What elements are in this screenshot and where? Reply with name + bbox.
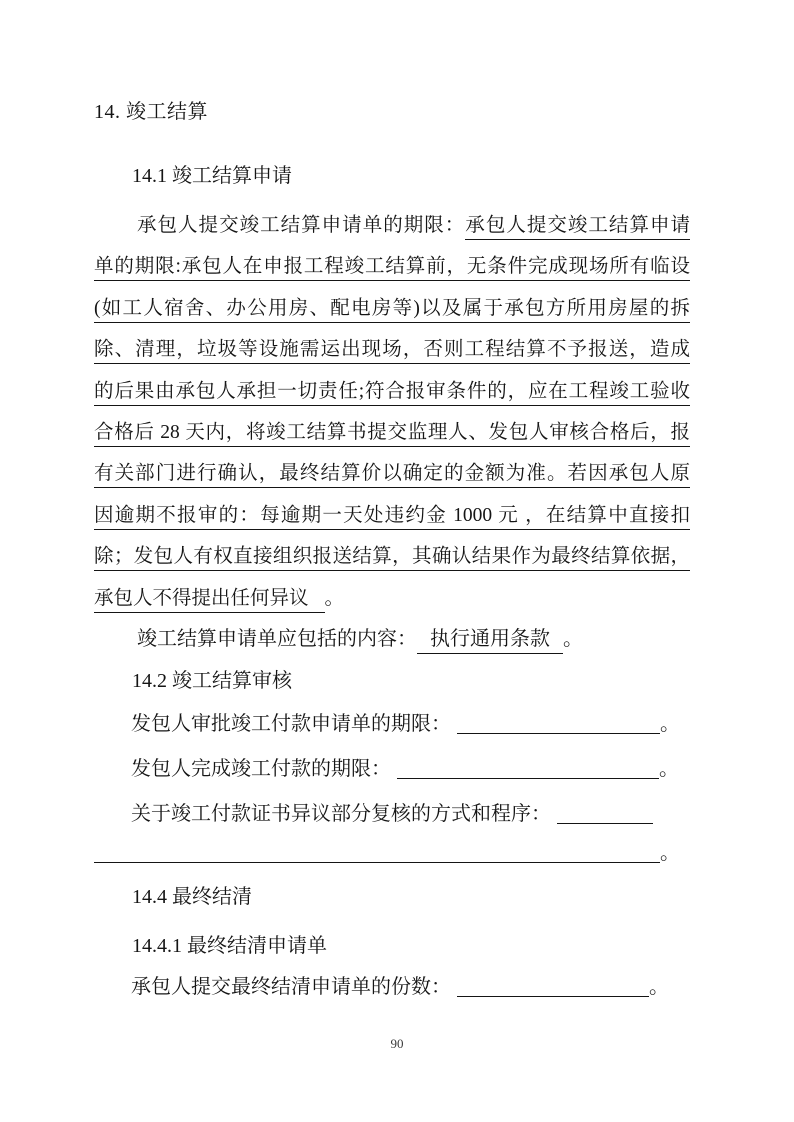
- underlined-text: 单的期限:承包人在申报工程竣工结算前，无条件完成现场所有临设: [94, 256, 690, 281]
- line-tail: 。: [324, 587, 345, 609]
- paragraph-line: [94, 329, 690, 370]
- fill-row-continuation: [94, 833, 690, 874]
- fill-in-blank[interactable]: [557, 821, 653, 824]
- underlined-text: 承包人不得提出任何异议: [94, 588, 325, 613]
- filled-value: 执行通用条款: [417, 628, 563, 654]
- underlined-text: 有关部门进行确认，最终结算价以确定的金额为准。若因承包人原: [94, 463, 690, 488]
- underlined-text: 除；发包人有权直接组织报送结算，其确认结果作为最终结算依据，: [94, 546, 690, 571]
- line-prefix: 竣工结算申请单应包括的内容：: [137, 628, 417, 650]
- fill-row-payment-deadline: [94, 749, 727, 790]
- paragraph-line: [94, 536, 690, 577]
- row-label: 关于竣工付款证书异议部分复核的方式和程序：: [131, 803, 551, 825]
- line-tail: 。: [660, 842, 680, 864]
- paragraph-line: [94, 453, 690, 494]
- line-tail: 。: [659, 758, 679, 780]
- underlined-text: 因逾期不报审的：每逾期一天处违约金 1000 元 ，在结算中直接扣: [94, 505, 690, 530]
- line-prefix: 承包人提交竣工结算申请单的期限：: [137, 215, 466, 236]
- fill-row-review-procedure: [94, 794, 727, 835]
- line-tail: 。: [563, 628, 583, 650]
- paragraph-line: [94, 371, 690, 412]
- line-tail: 。: [660, 713, 680, 735]
- paragraph-line: [94, 578, 690, 619]
- fill-in-blank[interactable]: [397, 776, 659, 779]
- settlement-paragraph: [94, 205, 690, 619]
- fill-row-final-copies: [94, 967, 727, 1008]
- underlined-text: 的后果由承包人承担一切责任;符合报审条件的，应在工程竣工验收: [94, 381, 690, 406]
- paragraph-line: [94, 412, 690, 453]
- content-line: [94, 619, 733, 660]
- underlined-text: (如工人宿舍、办公用房、配电房等)以及属于承包方所用房屋的拆: [94, 298, 690, 323]
- section-heading-14-4-1: 14.4.1 最终结清申请单: [132, 935, 327, 957]
- row-label: 承包人提交最终结清申请单的份数：: [131, 976, 451, 998]
- row-label: 发包人审批竣工付款申请单的期限：: [131, 713, 451, 735]
- underlined-text: 除、清理，垃圾等设施需运出现场，否则工程结算不予报送，造成: [94, 339, 690, 364]
- underlined-text: 承包人提交竣工结算申请: [465, 215, 690, 240]
- fill-in-blank[interactable]: [457, 731, 660, 734]
- chapter-heading: 14. 竣工结算: [94, 101, 208, 123]
- row-label: 发包人完成竣工付款的期限：: [131, 758, 391, 780]
- fill-in-blank[interactable]: [94, 860, 660, 863]
- fill-row-approve-deadline: [94, 704, 727, 745]
- page-number: 90: [390, 1036, 404, 1051]
- section-heading-14-4: 14.4 最终结清: [132, 886, 252, 908]
- section-heading-14-2: 14.2 竣工结算审核: [132, 670, 292, 692]
- paragraph-line: [94, 495, 690, 536]
- line-tail: 。: [649, 976, 669, 998]
- fill-in-blank[interactable]: [457, 994, 649, 997]
- paragraph-line: [94, 288, 690, 329]
- underlined-text: 合格后 28 天内，将竣工结算书提交监理人、发包人审核合格后，报: [94, 422, 690, 447]
- paragraph-line: [94, 205, 690, 246]
- paragraph-line: [94, 246, 690, 287]
- section-heading-14-1: 14.1 竣工结算申请: [132, 165, 292, 187]
